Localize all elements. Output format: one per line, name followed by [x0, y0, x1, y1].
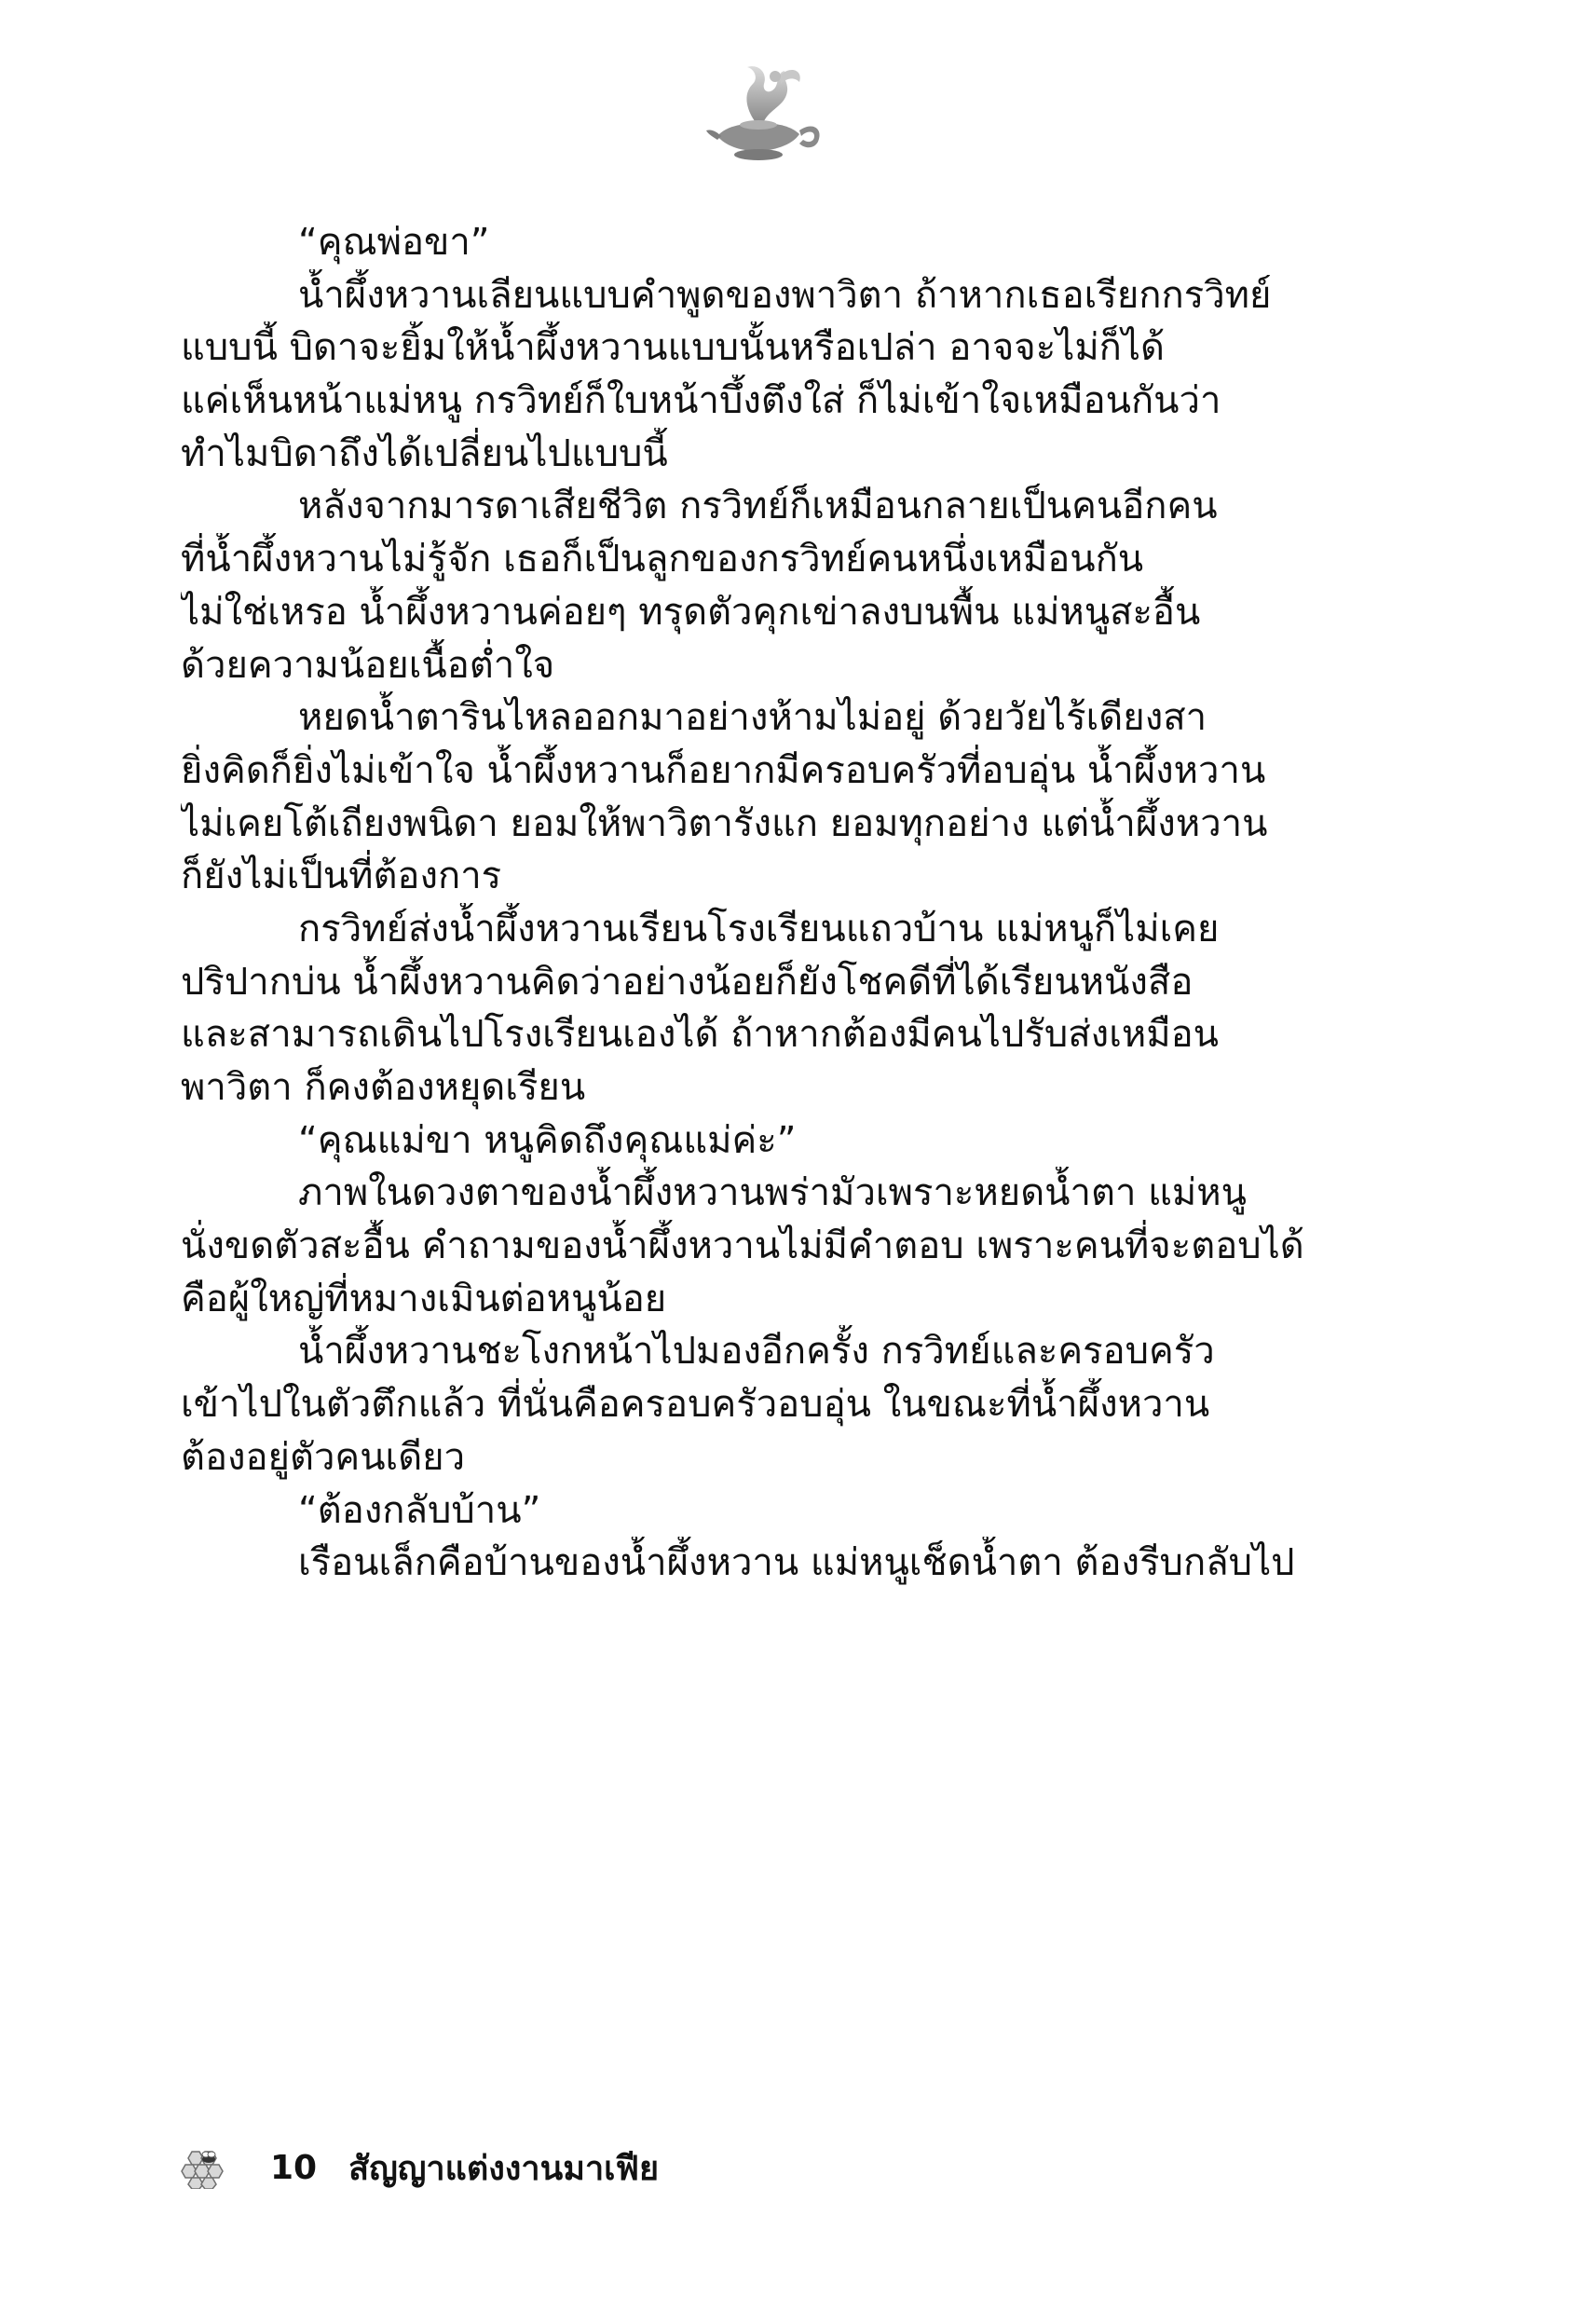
text-line: “คุณพ่อขา”: [298, 221, 490, 264]
book-title: สัญญาแต่งงานมาเฟีย: [348, 2149, 660, 2188]
page-number: 10: [270, 2148, 318, 2187]
page-footer: [181, 2140, 659, 2195]
genie-lamp-icon: [689, 56, 829, 168]
text-line: กรวิทย์ส่งน้ำผึ้งหวานเรียนโรงเรียนแถวบ้าน แม่หนูก็ไม่เคย: [298, 907, 1220, 950]
text-line: นั่งขดตัวสะอื้น คำถามของน้ำผึ้งหวานไม่มีคำตอบ เพราะคนที่จะตอบได้: [181, 1224, 1304, 1268]
text-line: น้ำผึ้งหวานเลียนแบบคำพูดของพาวิตา ถ้าหากเธอเรียกกรวิทย์: [298, 273, 1272, 317]
text-line: หลังจากมารดาเสียชีวิต กรวิทย์ก็เหมือนกลายเป็นคนอีกคน: [298, 485, 1218, 528]
text-line: ด้วยความน้อยเนื้อต่ำใจ: [181, 643, 555, 687]
text-line: ปริปากบ่น น้ำผึ้งหวานคิดว่าอย่างน้อยก็ยังโชคดีที่ได้เรียนหนังสือ: [181, 960, 1194, 1004]
text-line: แบบนี้ บิดาจะยิ้มให้น้ำผึ้งหวานแบบนั้นหรือเปล่า อาจจะไม่ก็ได้: [181, 326, 1165, 370]
text-line: ที่น้ำผึ้งหวานไม่รู้จัก เธอก็เป็นลูกของกรวิทย์คนหนึ่งเหมือนกัน: [181, 538, 1144, 581]
text-line: เรือนเล็กคือบ้านของน้ำผึ้งหวาน แม่หนูเช็ดน้ำตา ต้องรีบกลับไป: [298, 1541, 1295, 1585]
text-line: ยิ่งคิดก็ยิ่งไม่เข้าใจ น้ำผึ้งหวานก็อยากมีครอบครัวที่อบอุ่น น้ำผึ้งหวาน: [181, 748, 1266, 792]
text-line: แค่เห็นหน้าแม่หนู กรวิทย์ก็ใบหน้าบึ้งตึงใส่ ก็ไม่เข้าใจเหมือนกันว่า: [181, 379, 1221, 423]
text-line: คือผู้ใหญ่ที่หมางเมินต่อหนูน้อย: [181, 1277, 667, 1320]
text-line: ภาพในดวงตาของน้ำผึ้งหวานพร่ามัวเพราะหยดน้ำตา แม่หนู: [298, 1171, 1247, 1215]
text-line: ต้องอยู่ตัวคนเดียว: [181, 1435, 466, 1479]
text-line: พาวิตา ก็คงต้องหยุดเรียน: [181, 1066, 586, 1109]
text-line: ทำไมบิดาถึงได้เปลี่ยนไปแบบนี้: [181, 431, 668, 475]
text-line: ก็ยังไม่เป็นที่ต้องการ: [181, 855, 502, 898]
text-line: ไม่ใช่เหรอ น้ำผึ้งหวานค่อยๆ ทรุดตัวคุกเข่าลงบนพื้น แม่หนูสะอื้น: [181, 590, 1201, 634]
text-line: เข้าไปในตัวตึกแล้ว ที่นั่นคือครอบครัวอบอุ่น ในขณะที่น้ำผึ้งหวาน: [181, 1383, 1210, 1427]
text-line: และสามารถเดินไปโรงเรียนเองได้ ถ้าหากต้องมีคนไปรับส่งเหมือน: [181, 1013, 1219, 1057]
honeycomb-bee-icon: [181, 2146, 224, 2189]
text-line: “คุณแม่ขา หนูคิดถึงคุณแม่ค่ะ”: [298, 1118, 797, 1162]
text-line: น้ำผึ้งหวานชะโงกหน้าไปมองอีกครั้ง กรวิทย์และครอบครัว: [298, 1330, 1215, 1374]
body-text: [181, 216, 1332, 1590]
text-line: หยดน้ำตารินไหลออกมาอย่างห้ามไม่อยู่ ด้วยวัยไร้เดียงสา: [298, 696, 1207, 740]
text-line: ไม่เคยโต้เถียงพนิดา ยอมให้พาวิตารังแก ยอมทุกอย่าง แต่น้ำผึ้งหวาน: [181, 801, 1268, 845]
text-line: “ต้องกลับบ้าน”: [298, 1488, 541, 1532]
